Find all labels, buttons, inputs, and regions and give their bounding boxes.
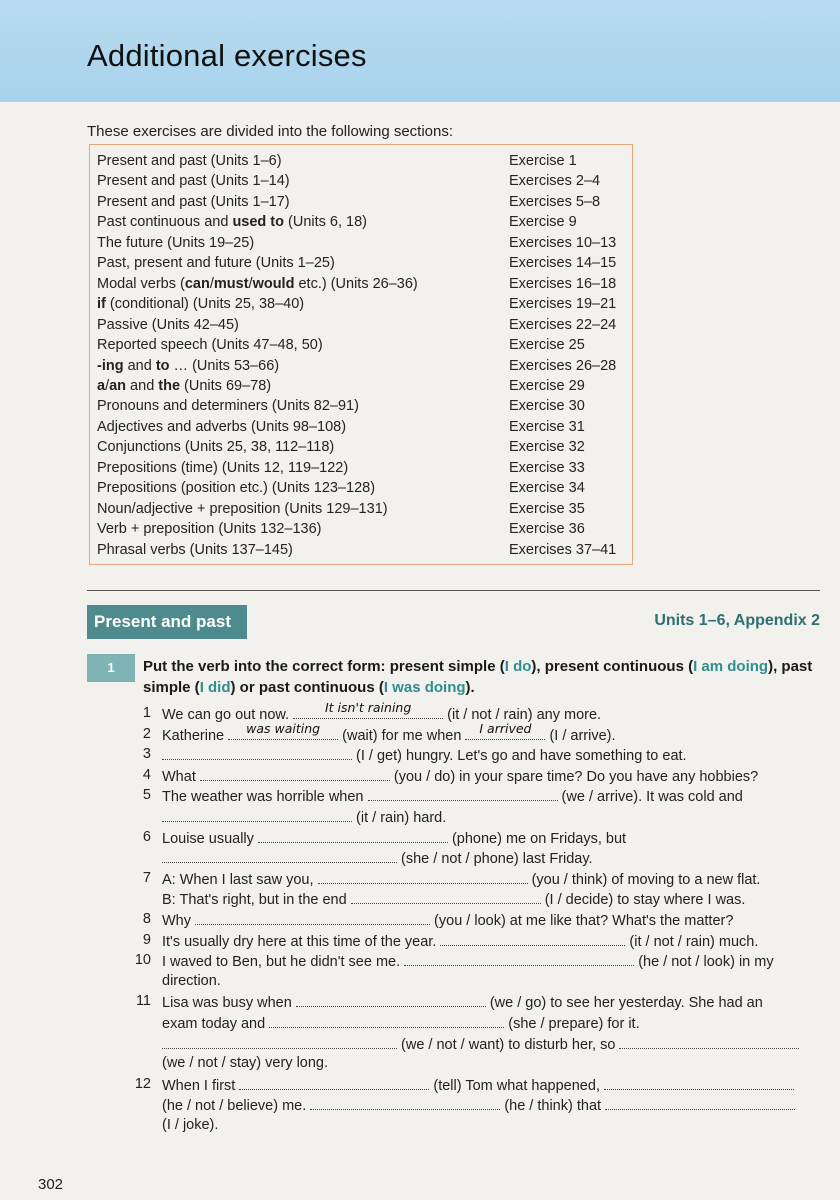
section-label: Present and past (Units 1–17)	[97, 193, 290, 210]
question-number: 9	[142, 931, 151, 948]
section-exercise-ref: Exercises 10–13	[509, 234, 617, 251]
section-label: Pronouns and determiners (Units 82–91)	[97, 398, 359, 415]
section-label: Modal verbs (can/must/would etc.) (Units 26–36)	[97, 275, 418, 292]
section-row	[90, 396, 632, 416]
handwritten-answer: It isn't raining	[324, 700, 412, 715]
section-row	[90, 376, 632, 396]
question-line: It's usually dry here at this time of the year. (it / not / rain) much.	[162, 931, 758, 951]
section-row	[90, 171, 632, 191]
question-number: 10	[134, 952, 151, 969]
answer-blank[interactable]	[239, 1075, 429, 1090]
section-label: Phrasal verbs (Units 137–145)	[97, 541, 293, 558]
section-exercise-ref: Exercises 37–41	[509, 541, 617, 558]
section-label: Reported speech (Units 47–48, 50)	[97, 337, 323, 354]
question-number: 2	[142, 725, 151, 742]
section-tab: Present and past	[87, 605, 247, 639]
section-exercise-ref: Exercise 25	[509, 337, 585, 354]
section-exercise-ref: Exercises 5–8	[509, 193, 601, 210]
question-line: Louise usually (phone) me on Fridays, but	[162, 828, 626, 848]
exercise-instructions: Put the verb into the correct form: present simple (I do), present continuous (I am doing), past simple (I did) or past continuous (I was doing).	[143, 658, 813, 696]
section-label: Prepositions (position etc.) (Units 123–128)	[97, 480, 376, 497]
section-exercise-ref: Exercise 29	[509, 377, 585, 394]
section-exercise-ref: Exercise 1	[509, 153, 577, 169]
handwritten-answer: I arrived	[479, 720, 532, 736]
question-line: A: When I last saw you, (you / think) of moving to a new flat.	[162, 869, 760, 889]
section-label: Past, present and future (Units 1–25)	[97, 255, 335, 272]
answer-blank[interactable]	[269, 1013, 504, 1028]
section-exercise-ref: Exercise 9	[509, 214, 577, 231]
section-row	[90, 458, 632, 478]
section-exercise-ref: Exercises 16–18	[509, 275, 617, 292]
section-exercise-ref: Exercises 22–24	[509, 316, 617, 333]
question-number: 4	[142, 766, 151, 783]
question-number: 12	[134, 1075, 151, 1092]
exercise-number-badge: 1	[87, 654, 135, 682]
section-exercise-ref: Exercise 34	[509, 480, 585, 497]
section-row	[90, 294, 632, 314]
section-row	[90, 437, 632, 457]
section-label: if (conditional) (Units 25, 38–40)	[97, 296, 305, 313]
section-label: Noun/adjective + preposition (Units 129–131)	[97, 500, 388, 517]
answer-blank[interactable]	[162, 1034, 397, 1049]
question-line: The weather was horrible when (we / arrive). It was cold and	[162, 786, 743, 806]
answer-blank-filled[interactable]	[293, 700, 443, 719]
section-label: -ing and to … (Units 53–66)	[97, 357, 280, 374]
answer-blank[interactable]	[404, 951, 634, 966]
section-row	[90, 192, 632, 212]
section-exercise-ref: Exercises 19–21	[509, 296, 617, 313]
answer-blank[interactable]	[368, 786, 558, 801]
answer-blank[interactable]	[162, 848, 397, 863]
section-exercise-ref: Exercise 36	[509, 521, 585, 538]
question-line: (we / not / want) to disturb her, so	[162, 1034, 799, 1054]
section-units: Units 1–6, Appendix 2	[654, 612, 820, 629]
section-row	[90, 151, 632, 171]
question-line: Why (you / look) at me like that? What's the matter?	[162, 910, 733, 930]
section-label: Present and past (Units 1–14)	[97, 173, 290, 190]
answer-blank[interactable]	[195, 910, 430, 925]
section-label: The future (Units 19–25)	[97, 234, 255, 251]
question-line: (it / rain) hard.	[162, 807, 446, 827]
answer-blank[interactable]	[162, 807, 352, 822]
question-number: 5	[142, 787, 151, 804]
question-line: (he / not / believe) me. (he / think) that	[162, 1095, 795, 1115]
question-number: 7	[142, 869, 151, 886]
section-exercise-ref: Exercise 30	[509, 398, 585, 415]
section-label: Adjectives and adverbs (Units 98–108)	[97, 418, 347, 435]
question-number: 11	[135, 993, 151, 1010]
answer-blank[interactable]	[604, 1075, 794, 1090]
question-line: Lisa was busy when (we / go) to see her yesterday. She had an	[162, 992, 763, 1012]
section-label: Past continuous and used to (Units 6, 18)	[97, 214, 367, 231]
question-number: 1	[142, 705, 151, 721]
page-title: Additional exercises	[87, 38, 367, 73]
question-line: (we / not / stay) very long.	[162, 1055, 329, 1072]
divider	[87, 590, 820, 591]
question-number: 8	[142, 911, 151, 927]
section-exercise-ref: Exercises 14–15	[509, 255, 617, 272]
section-row	[90, 499, 632, 519]
page-number: 302	[38, 1176, 64, 1193]
question-line: When I first (tell) Tom what happened,	[162, 1075, 794, 1095]
section-exercise-ref: Exercise 35	[509, 500, 585, 517]
section-label: Present and past (Units 1–6)	[97, 153, 282, 169]
section-label: a/an and the (Units 69–78)	[97, 377, 272, 394]
section-row	[90, 335, 632, 355]
section-label: Conjunctions (Units 25, 38, 112–118)	[97, 439, 335, 456]
question-line: (I / joke).	[162, 1117, 219, 1133]
question-line: We can go out now. It isn't raining (it / not / rain) any more.	[162, 700, 602, 723]
answer-blank-filled[interactable]	[228, 720, 338, 740]
question-number: 3	[142, 746, 151, 763]
section-exercise-ref: Exercises 26–28	[509, 357, 617, 374]
section-label: Prepositions (time) (Units 12, 119–122)	[97, 459, 349, 476]
section-exercise-ref: Exercises 2–4	[509, 173, 601, 190]
question-line: (she / not / phone) last Friday.	[162, 848, 593, 868]
section-exercise-ref: Exercise 31	[509, 418, 585, 435]
section-row	[90, 315, 632, 335]
answer-blank[interactable]	[258, 828, 448, 843]
question-line: exam today and (she / prepare) for it.	[162, 1013, 640, 1033]
section-row	[90, 478, 632, 498]
section-row	[90, 274, 632, 294]
section-row	[90, 233, 632, 253]
answer-blank[interactable]	[200, 766, 390, 781]
question-line: B: That's right, but in the end (I / decide) to stay where I was.	[162, 889, 745, 909]
question-line: I waved to Ben, but he didn't see me. (he / not / look) in my	[162, 951, 774, 971]
section-row	[90, 540, 632, 560]
section-label: Passive (Units 42–45)	[97, 316, 239, 333]
handwritten-answer: was waiting	[246, 720, 321, 736]
answer-blank[interactable]	[296, 992, 486, 1007]
section-row	[90, 417, 632, 437]
question-line: What (you / do) in your spare time? Do you have any hobbies?	[162, 766, 758, 786]
answer-blank-filled[interactable]	[465, 720, 545, 740]
question-number: 6	[142, 828, 151, 845]
answer-blank[interactable]	[162, 745, 352, 760]
answer-blank[interactable]	[318, 869, 528, 884]
answer-blank[interactable]	[619, 1034, 799, 1049]
question-line: (I / get) hungry. Let's go and have something to eat.	[162, 745, 687, 765]
question-line: direction.	[162, 972, 221, 989]
answer-blank[interactable]	[351, 889, 541, 904]
section-exercise-ref: Exercise 33	[509, 459, 585, 476]
section-row	[90, 253, 632, 273]
intro-text: These exercises are divided into the following sections:	[87, 123, 454, 140]
question-line: Katherine was waiting (wait) for me when I arrived (I / arrive).	[162, 720, 616, 744]
sections-table	[89, 144, 633, 565]
section-label: Verb + preposition (Units 132–136)	[97, 521, 322, 538]
section-row	[90, 519, 632, 539]
section-row	[90, 356, 632, 376]
section-exercise-ref: Exercise 32	[509, 439, 585, 456]
answer-blank[interactable]	[310, 1095, 500, 1110]
answer-blank[interactable]	[605, 1095, 795, 1110]
answer-blank[interactable]	[440, 931, 625, 946]
section-row	[90, 212, 632, 232]
